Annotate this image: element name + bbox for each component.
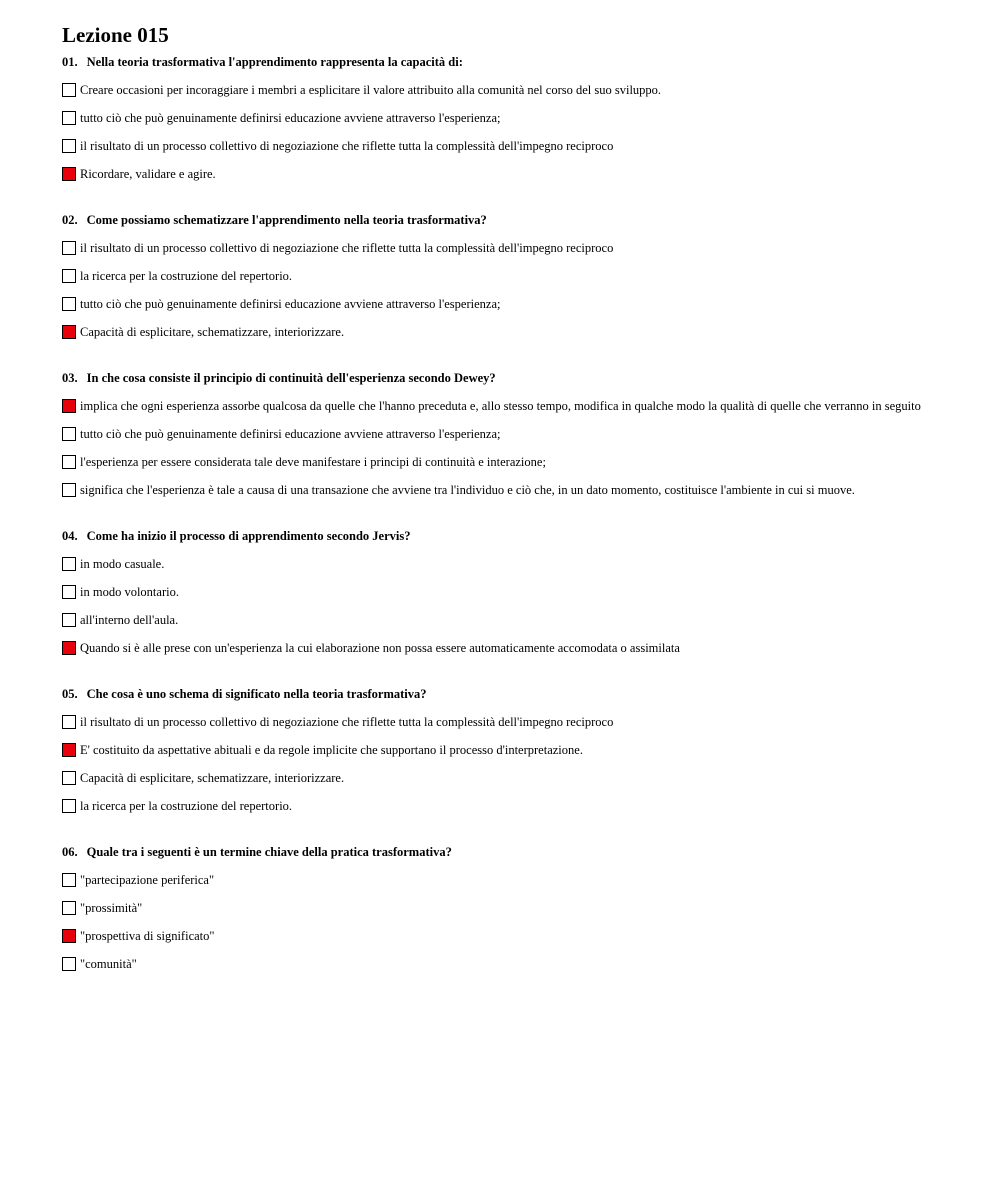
answer-option-label: all'interno dell'aula.	[80, 613, 179, 627]
answer-option-label: "comunità"	[80, 957, 137, 971]
checkbox-unchecked[interactable]	[62, 483, 76, 497]
question-label: In che cosa consiste il principio di continuità dell'esperienza secondo Dewey?	[86, 371, 496, 385]
question-5	[62, 686, 982, 820]
checkbox-unchecked[interactable]	[62, 269, 76, 283]
question-label: Come ha inizio il processo di apprendimento secondo Jervis?	[86, 529, 411, 543]
answer-option[interactable]	[62, 104, 982, 132]
checkbox-unchecked[interactable]	[62, 83, 76, 97]
answer-option[interactable]	[62, 736, 982, 764]
answer-option-label: il risultato di un processo collettivo di negoziazione che riflette tutta la complessità dell'impegno reciproco	[80, 241, 614, 255]
checkbox-unchecked[interactable]	[62, 873, 76, 887]
question-number: 01.	[62, 55, 78, 69]
answer-option-label: il risultato di un processo collettivo di negoziazione che riflette tutta la complessità dell'impegno reciproco	[80, 715, 614, 729]
answer-option[interactable]	[62, 606, 982, 634]
checkbox-unchecked[interactable]	[62, 771, 76, 785]
answer-option-label: in modo casuale.	[80, 557, 165, 571]
answer-option-label: Capacità di esplicitare, schematizzare, interiorizzare.	[80, 325, 345, 339]
answer-option[interactable]	[62, 234, 982, 262]
checkbox-unchecked[interactable]	[62, 139, 76, 153]
checkbox-unchecked[interactable]	[62, 427, 76, 441]
answer-option[interactable]	[62, 392, 982, 420]
answer-option-label: "prossimità"	[80, 901, 143, 915]
question-text	[62, 844, 982, 860]
answer-option[interactable]	[62, 950, 982, 978]
answer-option[interactable]	[62, 894, 982, 922]
checkbox-unchecked[interactable]	[62, 241, 76, 255]
answer-option[interactable]	[62, 922, 982, 950]
answer-option[interactable]	[62, 132, 982, 160]
question-number: 02.	[62, 213, 78, 227]
question-3	[62, 370, 982, 504]
answer-option-label: Ricordare, validare e agire.	[80, 167, 216, 181]
answer-option-label: significa che l'esperienza è tale a causa di una transazione che avviene tra l'individuo e ciò che, in un dato momento, costituisce l'ambiente in cui si muove.	[80, 483, 855, 497]
question-text	[62, 54, 982, 70]
checkbox-unchecked[interactable]	[62, 557, 76, 571]
answer-option[interactable]	[62, 448, 982, 476]
question-label: Nella teoria trasformativa l'apprendimento rappresenta la capacità di:	[86, 55, 463, 69]
checkbox-checked[interactable]	[62, 399, 76, 413]
checkbox-unchecked[interactable]	[62, 613, 76, 627]
answer-option-label: Creare occasioni per incoraggiare i membri a esplicitare il valore attribuito alla comunità nel corso del suo sviluppo.	[80, 83, 662, 97]
answer-option-label: la ricerca per la costruzione del repertorio.	[80, 269, 293, 283]
checkbox-unchecked[interactable]	[62, 715, 76, 729]
answer-option[interactable]	[62, 318, 982, 346]
answer-option-label: il risultato di un processo collettivo di negoziazione che riflette tutta la complessità dell'impegno reciproco	[80, 139, 614, 153]
question-text	[62, 212, 982, 228]
checkbox-checked[interactable]	[62, 929, 76, 943]
answer-option-label: E' costituito da aspettative abituali e da regole implicite che supportano il processo d'interpretazione.	[80, 743, 583, 757]
answer-option[interactable]	[62, 634, 982, 662]
answer-option-label: tutto ciò che può genuinamente definirsi educazione avviene attraverso l'esperienza;	[80, 297, 501, 311]
answer-option[interactable]	[62, 764, 982, 792]
answer-option[interactable]	[62, 792, 982, 820]
question-6	[62, 844, 982, 978]
checkbox-unchecked[interactable]	[62, 957, 76, 971]
answer-option-label: "partecipazione periferica"	[80, 873, 215, 887]
answer-option[interactable]	[62, 708, 982, 736]
question-text	[62, 370, 982, 386]
answer-option-label: Capacità di esplicitare, schematizzare, interiorizzare.	[80, 771, 345, 785]
question-label: Che cosa è uno schema di significato nella teoria trasformativa?	[86, 687, 427, 701]
answer-option-label: in modo volontario.	[80, 585, 179, 599]
question-list	[62, 54, 982, 978]
answer-option[interactable]	[62, 420, 982, 448]
question-number: 04.	[62, 529, 78, 543]
answer-option-label: tutto ciò che può genuinamente definirsi educazione avviene attraverso l'esperienza;	[80, 111, 501, 125]
checkbox-unchecked[interactable]	[62, 585, 76, 599]
answer-option[interactable]	[62, 160, 982, 188]
checkbox-unchecked[interactable]	[62, 455, 76, 469]
answer-option[interactable]	[62, 262, 982, 290]
question-label: Come possiamo schematizzare l'apprendimento nella teoria trasformativa?	[86, 213, 487, 227]
answer-option-label: l'esperienza per essere considerata tale deve manifestare i principi di continuità e interazione;	[80, 455, 546, 469]
question-2	[62, 212, 982, 346]
answer-option[interactable]	[62, 550, 982, 578]
question-text	[62, 528, 982, 544]
checkbox-checked[interactable]	[62, 743, 76, 757]
answer-option[interactable]	[62, 290, 982, 318]
checkbox-unchecked[interactable]	[62, 111, 76, 125]
quiz-page	[62, 22, 982, 1002]
question-1	[62, 54, 982, 188]
checkbox-unchecked[interactable]	[62, 799, 76, 813]
question-label: Quale tra i seguenti è un termine chiave della pratica trasformativa?	[86, 845, 452, 859]
answer-option-label: "prospettiva di significato"	[80, 929, 215, 943]
answer-option-label: Quando si è alle prese con un'esperienza la cui elaborazione non possa essere automaticamente accomodata o assimilata	[80, 641, 680, 655]
checkbox-checked[interactable]	[62, 167, 76, 181]
question-number: 05.	[62, 687, 78, 701]
question-4	[62, 528, 982, 662]
answer-option-label: implica che ogni esperienza assorbe qualcosa da quelle che l'hanno preceduta e, allo stesso tempo, modifica in qualche modo la qualità di quelle che verranno in seguito	[80, 399, 921, 413]
answer-option-label: tutto ciò che può genuinamente definirsi educazione avviene attraverso l'esperienza;	[80, 427, 501, 441]
answer-option-label: la ricerca per la costruzione del repertorio.	[80, 799, 293, 813]
checkbox-checked[interactable]	[62, 641, 76, 655]
answer-option[interactable]	[62, 866, 982, 894]
checkbox-unchecked[interactable]	[62, 297, 76, 311]
answer-option[interactable]	[62, 476, 982, 504]
checkbox-unchecked[interactable]	[62, 901, 76, 915]
page-title: Lezione 015	[62, 23, 169, 47]
question-text	[62, 686, 982, 702]
question-number: 03.	[62, 371, 78, 385]
answer-option[interactable]	[62, 578, 982, 606]
checkbox-checked[interactable]	[62, 325, 76, 339]
question-number: 06.	[62, 845, 78, 859]
answer-option[interactable]	[62, 76, 982, 104]
